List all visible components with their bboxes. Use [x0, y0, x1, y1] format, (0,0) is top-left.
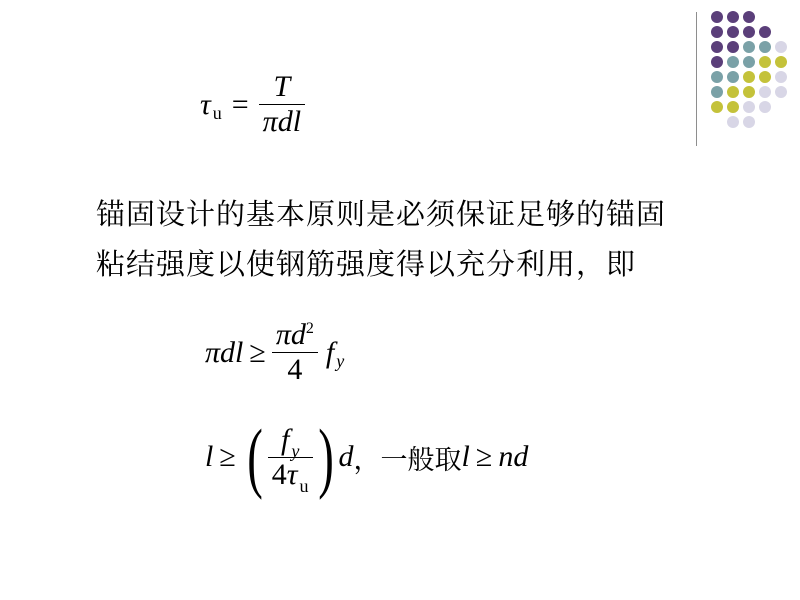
dot-purple [727, 26, 739, 38]
formula2-f: f [325, 335, 335, 369]
formula2-fraction [272, 318, 318, 387]
formula-anchorage-condition [205, 318, 344, 387]
formula3-den-tau: τ [286, 457, 298, 491]
dot-lavender [775, 41, 787, 53]
tau-subscript: u [212, 103, 222, 123]
dot-lavender [775, 71, 787, 83]
formula3-fraction [268, 422, 313, 496]
fraction-denominator: πdl [262, 105, 302, 138]
dot-teal [727, 56, 739, 68]
formula3-den-4: 4 [271, 457, 287, 491]
formula-bond-stress [200, 70, 305, 139]
formula-anchorage-length [205, 413, 529, 500]
dot-lavender [727, 116, 739, 128]
formula2-denominator: 4 [287, 353, 303, 386]
formula3-relation: ≥ [219, 440, 236, 473]
dot-teal [743, 41, 755, 53]
dot-yellow [727, 86, 739, 98]
dot-lavender [743, 101, 755, 113]
dot-lavender [775, 86, 787, 98]
formula3-nd: nd [498, 440, 529, 473]
formula3-denominator [268, 457, 313, 496]
dot-teal [711, 86, 723, 98]
equals-sign: = [231, 87, 249, 121]
vertical-separator-line [696, 12, 697, 146]
dot-teal [743, 56, 755, 68]
dot-yellow [759, 56, 771, 68]
dot-yellow [743, 71, 755, 83]
formula2-relation: ≥ [249, 335, 266, 369]
formula3-lhs: l [205, 440, 214, 473]
formula3-num-subscript: y [291, 440, 300, 461]
right-paren: ) [317, 413, 334, 500]
dot-purple [759, 26, 771, 38]
dot-purple [727, 11, 739, 23]
dot-yellow [711, 101, 723, 113]
fraction [259, 70, 305, 139]
dot-teal [727, 71, 739, 83]
formula3-den-subscript: u [299, 475, 309, 496]
formula2-lhs: πdl [205, 335, 244, 369]
formula2-f-subscript: y [336, 351, 345, 371]
dot-purple [711, 41, 723, 53]
dot-lavender [759, 101, 771, 113]
paragraph-line-1: 锚固设计的基本原则是必须保证足够的锚固 [96, 197, 667, 231]
formula3-d: d [338, 440, 354, 473]
dot-yellow [759, 71, 771, 83]
dot-purple [711, 56, 723, 68]
dot-lavender [759, 86, 771, 98]
formula2-num-exponent: 2 [305, 320, 314, 337]
formula3-relation2: ≥ [475, 440, 493, 473]
formula2-num-base: πd [275, 318, 306, 351]
dot-purple [743, 11, 755, 23]
dot-lavender [743, 116, 755, 128]
dot-yellow [727, 101, 739, 113]
dot-teal [711, 71, 723, 83]
dot-purple [711, 26, 723, 38]
paragraph-line-2: 粘结强度以使钢筋强度得以充分利用，即 [96, 247, 637, 281]
tau-symbol: τ [200, 87, 211, 121]
dot-yellow [775, 56, 787, 68]
dot-purple [711, 11, 723, 23]
dot-purple [743, 26, 755, 38]
fraction-numerator: T [273, 70, 291, 103]
dot-yellow [743, 86, 755, 98]
formula3-l2: l [461, 440, 470, 473]
dot-purple [727, 41, 739, 53]
formula3-num-f: f [281, 422, 290, 456]
formula3-text: ，一般取 [353, 444, 462, 476]
dot-teal [759, 41, 771, 53]
paragraph [96, 189, 716, 289]
formula3-numerator [277, 422, 303, 461]
formula2-numerator [272, 318, 318, 352]
left-paren: ( [247, 413, 263, 500]
